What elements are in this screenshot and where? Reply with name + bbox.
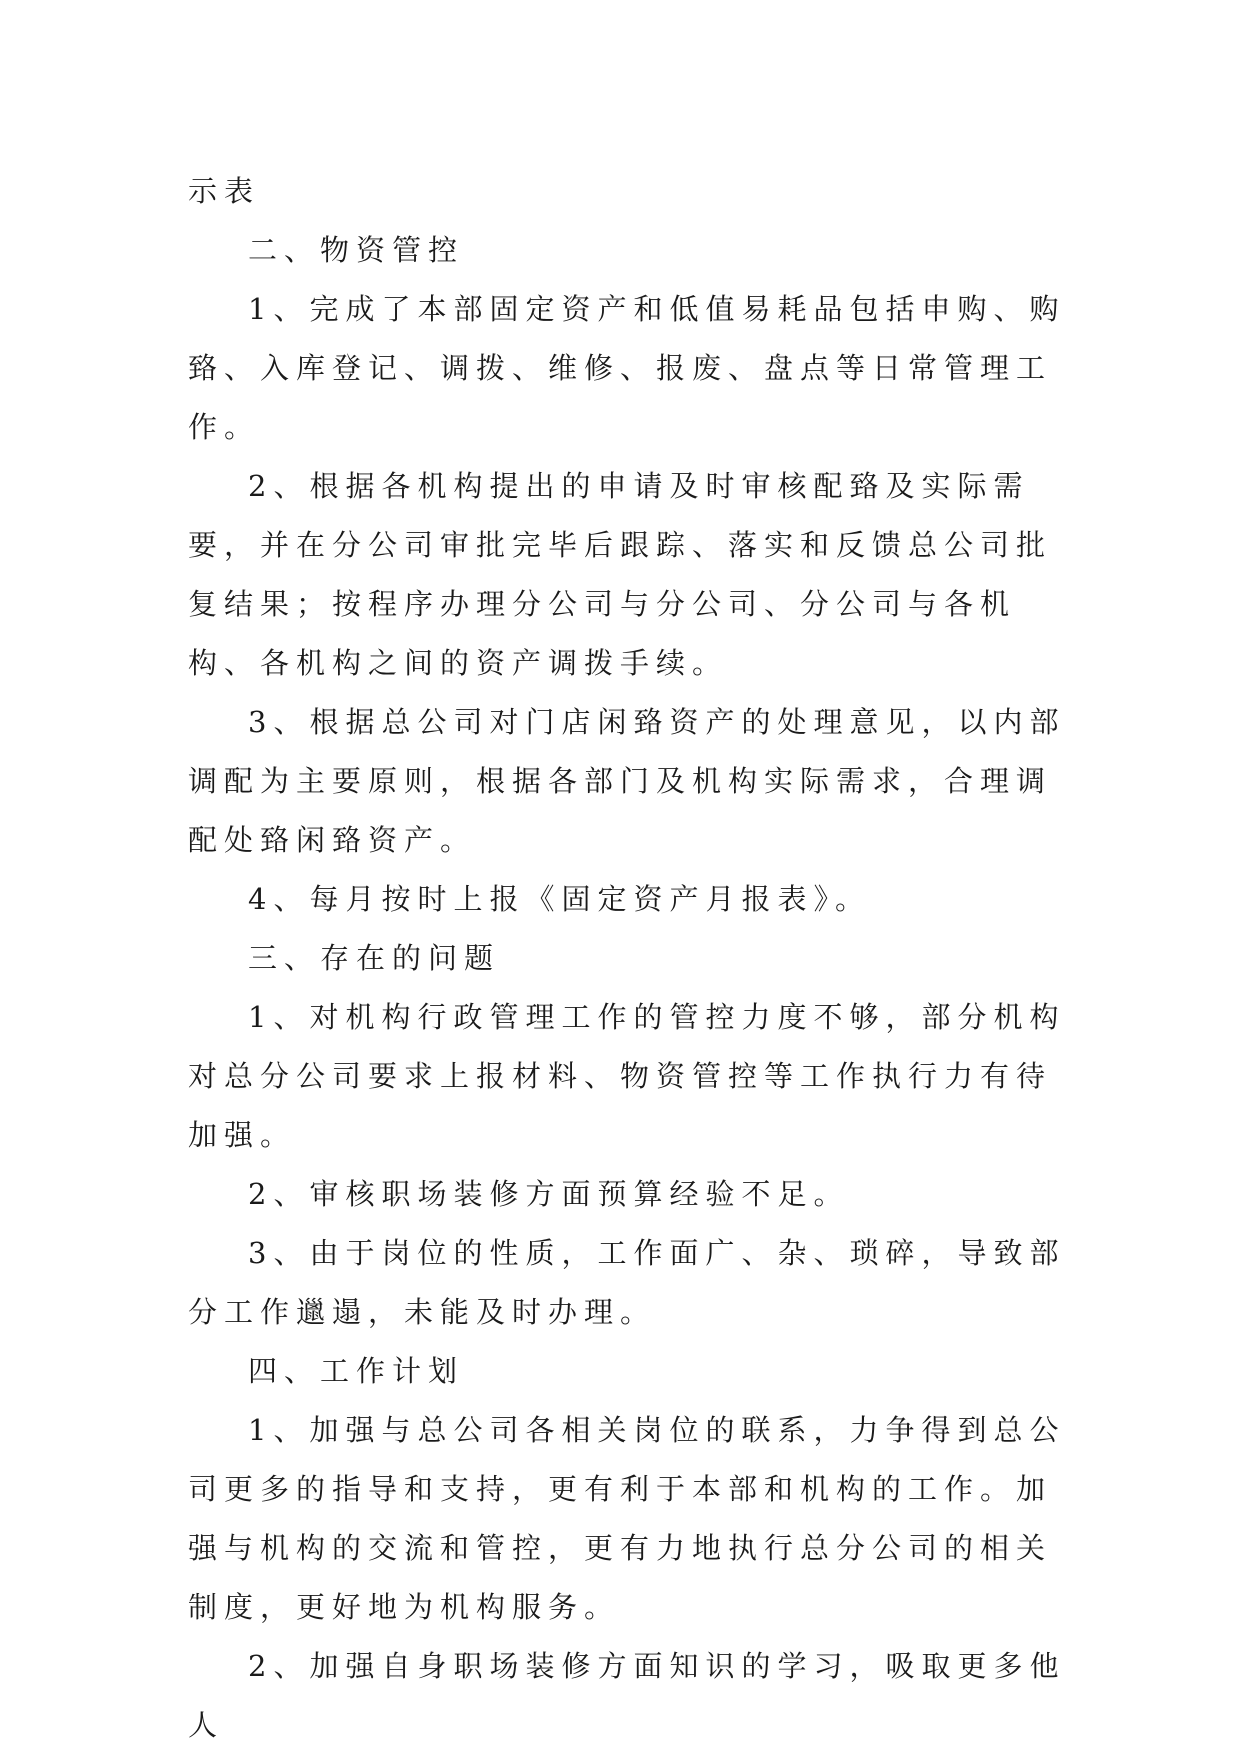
paragraph: 2、审核职场装修方面预算经验不足。 (248, 1177, 850, 1211)
section-heading-problems: 三、存在的问题 (248, 941, 501, 975)
paragraph: 2、根据各机构提出的申请及时审核配臵及实际需要，并在分公司审批完毕后跟踪、落实和反馈总公司批复结果；按程序办理分公司与分公司、分公司与各机构、各机构之间的资产调拨手续。 (188, 469, 1053, 680)
paragraph: 1、加强与总公司各相关岗位的联系，力争得到总公司更多的指导和支持，更有利于本部和机构的工作。加强与机构的交流和管控，更有力地执行总分公司的相关制度，更好地为机构服务。 (188, 1413, 1066, 1624)
paragraph: 3、由于岗位的性质，工作面广、杂、琐碎，导致部分工作邋遢，未能及时办理。 (188, 1236, 1066, 1329)
paragraph: 示表 (188, 174, 261, 208)
document-body (188, 162, 1068, 1755)
paragraph: 3、根据总公司对门店闲臵资产的处理意见，以内部调配为主要原则，根据各部门及机构实际需求，合理调配处臵闲臵资产。 (188, 705, 1066, 857)
paragraph: 2、加强自身职场装修方面知识的学习，吸取更多他人 (188, 1649, 1066, 1742)
paragraph: 1、对机构行政管理工作的管控力度不够，部分机构对总分公司要求上报材料、物资管控等工作执行力有待加强。 (188, 1000, 1066, 1152)
paragraph: 1、完成了本部固定资产和低值易耗品包括申购、购臵、入库登记、调拨、维修、报废、盘点等日常管理工作。 (188, 292, 1066, 444)
section-heading-work-plan: 四、工作计划 (248, 1354, 465, 1388)
paragraph: 4、每月按时上报《固定资产月报表》。 (248, 882, 871, 916)
section-heading-materials: 二、物资管控 (248, 233, 465, 267)
